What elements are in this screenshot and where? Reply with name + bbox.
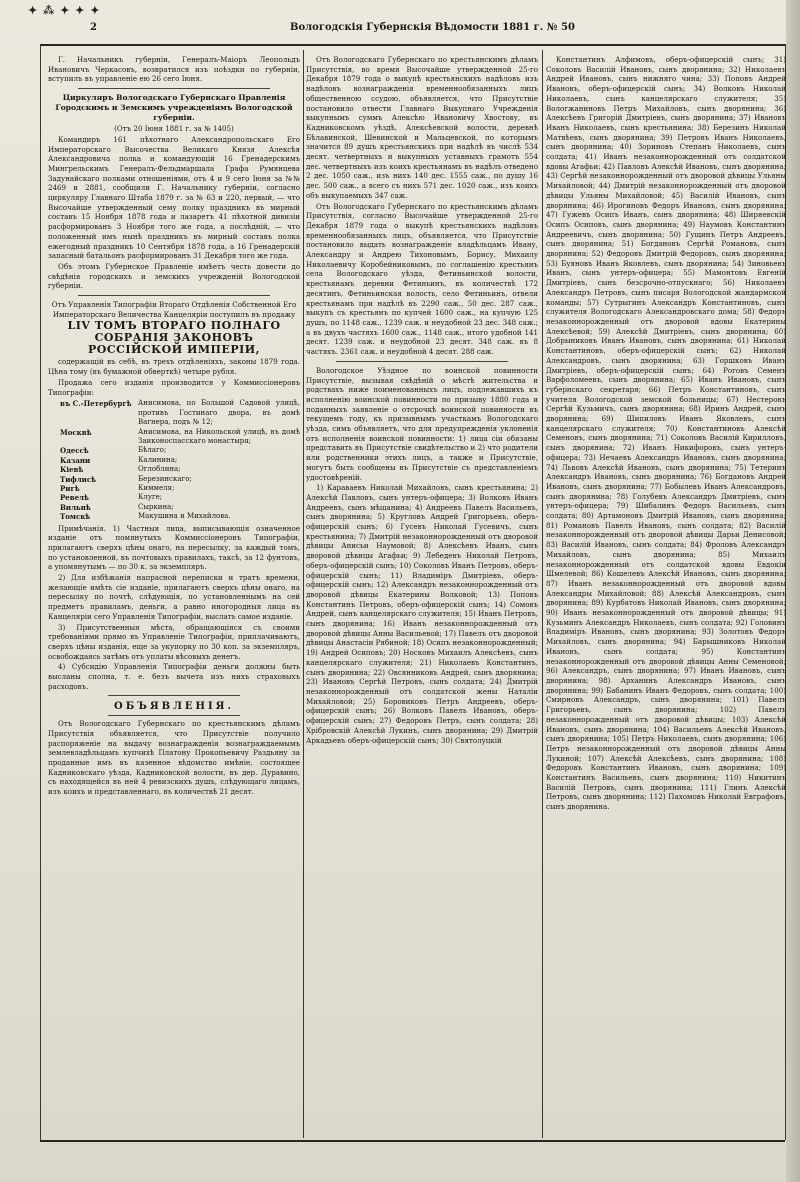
city-name: Тифлисѣ	[60, 474, 97, 484]
separator	[336, 361, 508, 362]
agent-name: Анисимова, на Никольской улицѣ, въ домѣ Заиконоспасскаго монастыря;	[138, 427, 300, 445]
city-name: Ригѣ	[60, 483, 80, 493]
page-number: 2	[90, 22, 97, 33]
column-divider-1	[303, 50, 304, 1138]
city-name: Ревелѣ	[60, 493, 89, 503]
agent-name: Бѣлаго;	[138, 446, 167, 455]
city-name: Одессѣ	[60, 446, 89, 456]
footer-rule	[40, 1140, 785, 1142]
conscript-list: 1) Караваевъ Николай Михайловъ, сынъ крестьянина; 2) Алексѣй Павловъ, сынъ унтеръ-офицера; 3) Волковъ Иванъ Андреевъ, сынъ мѣщанина; 4) Андреевъ Павелъ Васильевъ, сынъ дворянина; 5) Кругловъ Андрей Григорьевъ, оберъ-офицерскій сынъ; 6) Гусевъ Николай Гусевичъ, сынъ крестьянина; 7) Дмитрій незаконнорожденный отъ дворовой дѣвицы Анисьи Наумовой; 8) Алексѣевъ Иванъ, сынъ дворовой дѣвицы Агафьи; 9) Лебедевъ Николай Петровъ, оберъ-офицерскій сынъ; 10) Соколовъ Иванъ Петровъ, оберъ-офицерскій сынъ; 11) Владиміръ Дмитріевъ, оберъ-офицерскій сынъ; 12) Александръ незаконнорожденный отъ дворовой дѣвицы Екатерины Волковой; 13) Поповъ Константинъ Петровъ, оберъ-офицерскій сынъ; 14) Сомовъ Андрей, сынъ канцелярскаго служителя; 15) Иванъ Петровъ, сынъ дворянина; 16) Иванъ незаконнорожденный отъ дворовой дѣвицы Анны Васильевой; 17) Павелъ отъ дворовой дѣвицы Анастасіи Рябиной; 18) Осипъ незаконнорожденный; 19) Андрей Осиповъ; 20) Носковъ Михаилъ Алексѣевъ, сынъ канцелярскаго служителя; 21) Николаевъ Константинъ, сынъ дворянина; 22) Овсянниковъ Андрей, сынъ дворянина; 23) Ивановъ Сергѣй Петровъ, сынъ солдата; 24) Дмитрій незаконнорожденный отъ солдатской жены Наталіи Михайловой; 25) Боровиковъ Петръ Андреевъ, оберъ-офицерскій сынъ; 26) Волковъ Павелъ Ивановъ, оберъ-офицерскій сынъ; 27) Федоровъ Петръ, сынъ солдата; 28) Хрібровскій Алексѣй Лукинъ, сынъ дворянина; 29) Дмитрій Аркадьевъ оберъ-офицерскій сынъ; 30) Святолуцкій	[306, 483, 538, 745]
agent-list	[48, 399, 300, 521]
header-rule	[40, 44, 785, 46]
agent-row	[48, 484, 300, 493]
newspaper-title: Вологодскія Губернскія Вѣдомости 1881 г. № 50	[290, 22, 575, 33]
agent-name: Клуге;	[138, 493, 163, 502]
column-3	[546, 55, 786, 1135]
circular-title: Циркуляръ Вологодскаго Губернскаго Правленія Городскимъ и Земскимъ учрежденіямъ Вологодской губерніи.	[55, 93, 293, 123]
circular-close: Объ этомъ Губернское Правленіе имѣетъ честь довести до свѣдѣнія городскихъ и земскихъ учрежденій Вологодской губерніи.	[48, 261, 300, 291]
city-name: Москвѣ	[60, 427, 92, 437]
separator	[78, 295, 270, 296]
city-name: въ С.-Петербургѣ	[60, 399, 132, 409]
agent-name: Анисимова, по Большой Садовой улицѣ, противъ Гостинаго двора, въ домѣ Вагнера, подъ № 12;	[138, 399, 300, 427]
agent-name: Березинскаго;	[138, 474, 192, 483]
conscript-list-continued: Константинъ Алфимовъ, оберъ-офицерскій сынъ; 31) Соколовъ Василій Ивановъ, сынъ дворянина; 32) Николаевъ Андрей Ивановъ, сынъ нижняго чина; 33) Поповъ Андрей Ивановъ, оберъ-офицерскій сынъ; 34) Волковъ Николай Николаевъ, сынъ канцелярскаго служителя; 35) Вологжаниновъ Петръ Михайловъ, сынъ дворянина; 36) Алексѣевъ Григорій Дмитріевъ, сынъ дворянина; 37) Ивановъ Иванъ Николаевъ, сынъ крестьянина; 38) Березинъ Николай Матвѣевъ, сынъ дворянина; 39) Петровъ Иванъ Николаевъ, сынъ дворянина; 40) Зориновъ Степанъ Николаевъ, сынъ солдата; 41) Иванъ незаконнорожденный отъ солдатской вдовы Агафьи; 42) Павловъ Алексѣй Ивановъ, сынъ дворянина; 43) Сергѣй незаконнорожденный отъ дворовой дѣвицы Ульяны Михайловой; 44) Дмитрій незаконнорожденный отъ дворовой дѣвицы Ульяны Михайловой; 45) Василій Ивановъ, сынъ дворянина; 46) Ирогиновъ Федоръ Ивановъ, сынъ дворянина; 47) Гужевъ Осипъ Иванъ, сынъ дворянина; 48) Ширяевскій Осипъ Осиповъ, сынъ дворянина; 49) Наумовъ Константинъ Андреевичъ, сынъ дворянина; 50) Гущинъ Петръ Андреевъ, сынъ дворянина; 51) Богдановъ Сергѣй Романовъ, сынъ дворянина; 52) Федоровъ Дмитрій Федоровъ, сынъ дворянина; 53) Буяновъ Иванъ Яковлевъ, сынъ дворянина; 54) Зиновьевъ Иванъ, сынъ унтеръ-офицера; 55) Мамонтовъ Евгеній Дмитріевъ, сынъ безсрочно-отпускнаго; 56) Николаевъ Александръ Петровъ, сынъ писаря Вологодской жандармской команды; 57) Сутрыгинъ Александръ Константиновъ, сынъ служителя Вологодскаго Александровскаго дома; 58) Федоръ незаконнорожденный отъ дворовой вдовы Екатерины Алексѣевой; 59) Алексѣй Дмитріевъ, сынъ дворянина; 60) Добрыниковъ Иванъ Ивановъ, сынъ дворянина; 61) Николай Константиновъ, оберъ-офицерскій сынъ; 62) Николай Александровъ, сынъ дворянина; 63) Горшковъ Иванъ Дмитріевъ, оберъ-офицерскій сынъ; 64) Роговъ Семенъ Варфоломеевъ, сынъ дворянина; 65) Иванъ Ивановъ, сынъ губернскаго секретаря; 66) Петръ Константиновъ, сынъ учителя Вологодской земской больницы; 67) Нестеровъ Сергѣй Кузьмичъ, сынъ дворянина; 68) Иринъ Андрей, сынъ дворянина; 69) Шипиловъ Иванъ Яковлевъ, сынъ канцелярскаго служителя; 70) Константиновъ Алексѣй Семеновъ, сынъ дворянина; 71) Соколовъ Василій Кирилловъ, сынъ дворянина; 72) Иванъ Никифоровъ, сынъ унтеръ-офицера; 73) Нечаевъ Александръ Ивановъ, сынъ дворянина; 74) Львовъ Алексѣй Ивановъ, сынъ дворянина; 75) Тетеринъ Александръ Ивановъ, сынъ дворянина; 76) Богдановъ Андрей Ивановъ, сынъ дворянина; 77) Бобылевъ Иванъ Александровъ, сынъ дворянина; 78) Голубевъ Александръ Дмитріевъ, сынъ унтеръ-офицера; 79) Шибалинъ Федоръ Васильевъ, сынъ солдата; 80) Артамоновъ Дмитрій Ивановъ, сынъ дворянина; 81) Романовъ Павелъ Ивановъ, сынъ солдата; 82) Василій незаконнорожденный отъ дворовой дѣвицы Дарьи Денисовой; 83) Василій Ивановъ, сынъ солдата; 84) Фроловъ Александръ Михайловъ, сынъ дворянина; 85) Михаилъ незаконнорожденный отъ солдатской вдовы Евдокіи Шмелевой; 86) Кошелевъ Алексѣй Ивановъ, сынъ дворянина; 87) Иванъ незаконнорожденный отъ дворовой вдовы Александры Михайловой; 88) Алексѣй Александровъ, сынъ дворянина; 89) Курбатовъ Николай Ивановъ, сынъ дворянина; 90) Иванъ незаконнорожденный отъ дворовой дѣвицы; 91) Кузьминъ Александръ Николаевъ, сынъ солдата; 92) Головинъ Владиміръ Ивановъ, сынъ дворянина; 93) Золотовъ Федоръ Михайловъ, сынъ дворянина; 94) Барышниковъ Николай Ивановъ, сынъ солдата; 95) Константинъ незаконнорожденный отъ дворовой дѣвицы Анны Семеновой; 96) Александръ, сынъ дворянина; 97) Иванъ Ивановъ, сынъ дворянина; 98) Арханинъ Александръ Ивановъ, сынъ дворянина; 99) Бабанинъ Иванъ Федоровъ, сынъ солдата; 100) Смирновъ Александръ, сынъ дворянина; 101) Павелъ Григорьевъ, сынъ дворянина; 102) Павелъ незаконнорожденный отъ дворовой дѣвицы; 103) Алексѣй Ивановъ, сынъ дворянина; 104) Васильевъ Алексѣй Ивановъ, сынъ дворянина; 105) Петръ Николаевъ, сынъ дворянина; 106) Петръ незаконнорожденный отъ дворовой дѣвицы Анны Лукиной; 107) Алексѣй Алексѣевъ, сынъ дворянина; 108) Федоровъ Константинъ Ивановъ, сынъ дворянина; 109) Константинъ Васильевъ, сынъ дворянина; 110) Никитинъ Василій Петровъ, сынъ дворянина; 111) Глинъ Алексѣй Петровъ, сынъ дворянина; 112) Пахомовъ Николай Евграфовъ, сынъ дворянина.	[546, 55, 786, 812]
announcement-body: Отъ Вологодскаго Губернскаго по крестьянскимъ дѣламъ Присутствія объявляется, что Присутствіе получило распоряженіе на выдачу вознагражденія вознаграждаемымъ землевладѣльцамъ купчихѣ Платону Прокопьевичу Раздьяну за проданные имъ въ казенное вѣдомство имѣніе, состоящее Кадниковскаго уѣзда, Кадниковской волости, въ дер. Дуравино, съ находящейся въ ней 4 ревизскихъ душъ, слѣдующаго лицамъ, изъ коихъ и представленнаго, въ количествѣ 21 десят.	[48, 719, 300, 797]
city-name: Кіевѣ	[60, 465, 84, 475]
city-name: Казани	[60, 455, 91, 465]
note: Примѣчанія. 1) Частныя лица, выписывающія означенное изданіе отъ помянутыхъ Коммиссіонеровъ Типографіи, прилагаютъ сверхъ цѣны онаго, на пересылку, за каждый томъ, по установленной, въ почтовыхъ правилахъ, таксѣ, за 12 фунтовъ, а упомянутымъ — по 30 к. за экземпляръ.	[48, 523, 300, 572]
note: 3) Присутственныя мѣста, обращающіяся съ своими требованіями прямо въ Управленіе Типографіи, приплачиваютъ, сверхъ цѣны изданія, еще за укупорку по 30 коп. за экземпляръ, освобождаясь затѣмъ отъ уплаты вѣсовыхъ денегъ.	[48, 622, 300, 661]
circular-body: Командиръ 161 пѣхотнаго Александропольскаго Его Императорскаго Высочества Великаго Князя Алексѣя Александровича полка и командующій 16 Гренадерскимъ Мингрельскимъ Генералъ-Фельдмаршала Графа Румянцева Задунайскаго полками отношеніями, отъ 4 и 9 сего Іюня за №№ 2469 и 2881, сообщили Г. Начальнику губерніи, согласно циркуляру Главнаго Штаба 1879 г. за № 63 и 220, первый, — что Высочайше утвержденный сему полку праздникъ въ мирный составъ 15 Ноября 1878 года и лазаретъ 41 пѣхотной дивизіи расформированъ 3 Ноября того же года, а послѣдній, — что положенный имъ нынѣ праздникъ въ мирный составъ полка ежегодный праздникъ 10 Сентября 1878 года, а 16 Гренадерскій запасный батальонъ расформированъ 31 Декабря того же года.	[48, 134, 300, 261]
agent-row	[48, 465, 300, 474]
page-edge	[786, 0, 800, 1182]
city-name: Томскѣ	[60, 512, 91, 522]
agent-row	[48, 428, 300, 447]
announcements-heading: ОБЪЯВЛЕНІЯ.	[114, 700, 234, 712]
scan-mark: ✦ ⁂ ✦ ✦ ✦	[28, 4, 101, 17]
agent-row	[48, 512, 300, 521]
note: 2) Для избѣжанія напрасной переписки и тратъ времени, желающіе имѣть сіе изданіе, прилагаютъ сверхъ цѣны онаго, на пересылку по почтѣ, слѣдующія, по установленнымъ на сей предметъ правиламъ, деньги, а равно иногородныя лица въ Канцеляріи сего Управленія Типографіи, выслать самое изданіе.	[48, 573, 300, 621]
ad-headline: LIV ТОМЪ ВТОРАГО ПОЛНАГО СОБРАНІЯ ЗАКОНОВЪ РОССІЙСКОЙ ИМПЕРІИ,	[67, 319, 281, 357]
agent-row	[48, 399, 300, 427]
ad-sale: Продажа сего изданія производится у Коммиссіонеровъ Типографіи:	[48, 377, 300, 397]
agent-name: Макушина и Михайлова.	[138, 512, 231, 521]
agent-name: Оглоблина;	[138, 465, 181, 474]
page-header	[90, 22, 780, 40]
agent-name: Сыркина;	[138, 502, 174, 511]
agent-name: Киммеля;	[138, 483, 175, 492]
column-2	[306, 55, 538, 1135]
left-border	[40, 44, 41, 1140]
announcement-paragraph: Вологодское Уѣздное по воинской повинности Присутствіе, вызывая свѣдѣній о мѣстѣ жительства и родствахъ ниже поименованныхъ лицъ, подлежавшихъ къ исполненію воинской повинности по призыву 1880 года и поданныхъ заявленіе о отсрочкѣ воинской повинности въ текущемъ году, къ призывнымъ участкамъ Вологодскаго уѣзда, симъ объявляетъ, что для предупрежденія уклоненія отъ исполненія воинской повинности: 1) лица сіи обязаны представить въ Присутствіе свидѣтельство и 2) что родители или родственники этихъ лицъ, а также и Присутствіе, могутъ быть сообщены въ Присутствіе съ представленіемъ удостовѣреній.	[306, 365, 538, 482]
agent-name: Калинина;	[138, 455, 178, 464]
announcement-paragraph: Отъ Вологодскаго Губернскаго по крестьянскимъ дѣламъ Присутствія, во время Высочайше утвержденной 25-го Декабря 1879 года о выкупѣ крестьянскихъ надѣловъ изъ надѣловъ вознагражденія временнообязанныхъ лицъ общественною ссудою, объявляется, что Присутствіе постановило отвести Главнаго Выкупнаго Учрежденія выкупнымъ суммъ Алексѣю Ивановичу Хвостову, въ Кадниковскомъ уѣздѣ, Алексѣевской волости, деревнѣ Бѣлавинской, Шевинской и Мальцевской, по которымъ значится 89 душъ крестьянскихъ при надѣлѣ въ числѣ 534 десят. четвертныхъ и выкупныхъ уставныхъ грамотъ 554 дес. четвертныхъ изъ коихъ крестьянамъ въ надѣлъ отведено 2 дес. 1050 саж., изъ нихъ 140 дес. 1555 саж., по душу 16 дес. 500 саж., а всего съ нихъ 571 дес. 1020 саж., изъ коихъ объ выкупаемыхъ 347 саж.	[306, 55, 538, 200]
ad-detail: содержащій въ себѣ, въ трехъ отдѣленіяхъ, законы 1879 года. Цѣна тому (въ бумажной обверткѣ) четыре рубля.	[48, 357, 300, 377]
announcement-paragraph: Отъ Вологодскаго Губернскаго по крестьянскимъ дѣламъ Присутствія, согласно Высочайше утвержденной 25-го Декабря 1879 года о выкупѣ крестьянскихъ надѣловъ временнообязанныхъ лицъ, объявляется, что Присутствіе постановило выдать вознагражденіе владѣльцамъ Ивану, Александру и Андрею Тихоновымъ, Борису, Михаилу Николаевичу Коробейниковымъ, по соглашенію крестьянъ села Вологодскаго уѣзда, Фетиньинской волости, крестьянамъ деревни Фетиньинъ, въ количествѣ 172 десятинъ, Фетиньинская волость, село Фетиньинъ, отвели крестьянамъ при надѣлѣ въ 2290 саж., 50 дес. 287 саж., выкупъ съ крестьянъ по купчей 1600 саж., на купчую 125 душъ, по 1148 саж., 1239 саж. и неудобной 23 дес. 348 саж.; а въ двухъ частяхъ 1600 саж., 1148 саж., итого удобной 141 десят. 1239 саж. и неудобной 23 десят. 348 саж. въ 8 частяхъ. 2361 саж. и неудобной 4 десят. 288 саж.	[306, 201, 538, 357]
column-divider-2	[542, 50, 543, 1138]
separator	[108, 695, 240, 696]
separator	[108, 715, 240, 716]
agent-row	[48, 475, 300, 484]
agent-row	[48, 493, 300, 502]
note: 4) Субсидію Управленія Типографіи деньги должны быть высланы сполна, т. е. безъ вычета изъ нихъ страховыхъ расходовъ.	[48, 662, 300, 691]
separator	[78, 88, 270, 89]
agent-row	[48, 503, 300, 512]
agent-row	[48, 456, 300, 465]
city-name: Вильнѣ	[60, 502, 91, 512]
column-1	[48, 55, 300, 1135]
circular-date: (Отъ 20 Іюня 1881 г. за № 1405)	[114, 124, 234, 134]
ad-intro: Отъ Управленія Типографіи Втораго Отдѣленія Собственной Его Императорскаго Величества Канцеляріи поступилъ въ продажу	[51, 300, 297, 319]
agent-row	[48, 446, 300, 455]
governor-notice: Г. Начальникъ губерніи, Генералъ-Маіоръ Леопольдъ Ивановичъ Черкасовъ, возвратился изъ поѣздки по губерніи, вступилъ въ управленіе ею 26 сего Іюня.	[48, 55, 300, 84]
